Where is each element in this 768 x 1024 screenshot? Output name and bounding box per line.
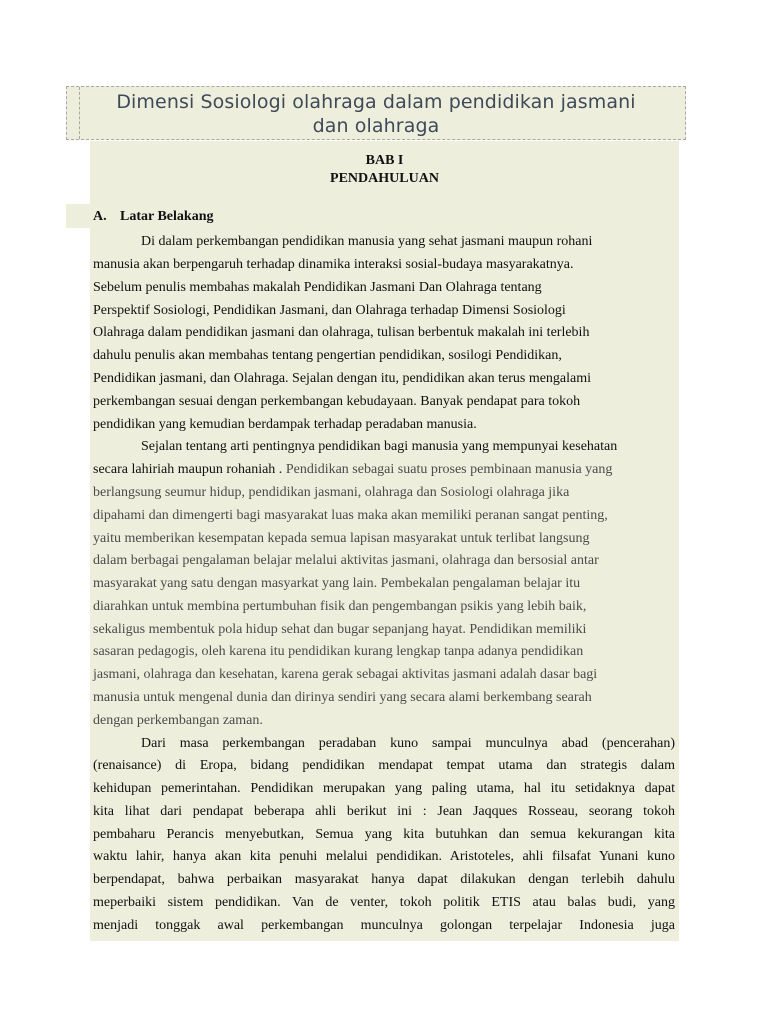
line-segment: secara lahiriah maupun rohaniah . [93,462,286,477]
paragraph-line: sekaligus membentuk pola hidup sehat dan bugar sepanjang hayat. Pendidikan memiliki [93,622,587,637]
title-line-2: dan olahraga [312,115,440,137]
paragraph-line: berpendapat, bahwa perbaikan masyarakat hanya dapat dilakukan dengan terlebih dahulu [93,872,675,887]
section-heading-background [66,204,91,228]
paragraph-line: Sejalan tentang arti pentingnya pendidikan bagi manusia yang mempunyai kesehatan [141,439,618,454]
paragraph-line: dipahami dan dimengerti bagi masyarakat luas maka akan memiliki peranan sangat penting, [93,508,608,523]
paragraph-line: Pendidikan jasmani, dan Olahraga. Sejalan dengan itu, pendidikan akan terus mengalami [93,371,592,386]
paragraph-line: jasmani, olahraga dan kesehatan, karena gerak sebagai aktivitas jasmani adalah dasar bagi [93,667,598,682]
section-heading [93,209,213,225]
paragraph-line: kehidupan pemerintahan. Pendidikan merupakan yang paling utama, hal itu setidaknya dapat [93,781,675,796]
title-box [66,86,686,140]
paragraph-line: manusia untuk mengenal dunia dan dirinya sendiri yang secara alami berkembang searah [93,690,592,705]
paragraph-line: waktu lahir, hanya akan kita penuhi melalui pendidikan. Aristoteles, ahli filsafat Yunani kuno [93,849,675,864]
paragraph-line: (renaisance) di Eropa, bidang pendidikan mendapat tempat utama dan strategis dalam [93,758,675,773]
paragraph-line: perkembangan sesuai dengan perkembangan kebudayaan. Banyak pendapat para tokoh [93,394,581,409]
paragraph-line: pendidikan yang kemudian berdampak terhadap peradaban manusia. [93,417,477,432]
paragraph-line: berlangsung seumur hidup, pendidikan jasmani, olahraga dan Sosiologi olahraga jika [93,485,570,500]
paragraph-line: Sebelum penulis membahas makalah Pendidikan Jasmani Dan Olahraga tentang [93,280,542,295]
paragraph-line: Olahraga dalam pendidikan jasmani dan olahraga, tulisan berbentuk makalah ini terlebih [93,325,590,340]
paragraph-line: Perspektif Sosiologi, Pendidikan Jasmani, dan Olahraga terhadap Dimensi Sosiologi [93,303,566,318]
paragraph-line: dengan perkembangan zaman. [93,713,263,728]
paragraph-line: menjadi tonggak awal perkembangan munculnya golongan terpelajar Indonesia juga [93,918,675,933]
chapter-name: PENDAHULUAN [330,171,439,186]
paragraph-line: kita lihat dari pendapat beberapa ahli berikut ini : Jean Jaqques Rosseau, seorang tokoh [93,804,675,819]
paragraph-line: Di dalam perkembangan pendidikan manusia yang sehat jasmani maupun rohani [141,234,593,249]
paragraph-line: yaitu memberikan kesempatan kepada semua lapisan masyarakat untuk terlibat langsung [93,531,590,546]
paragraph-line: diarahkan untuk membina pertumbuhan fisik dan pengembangan psikis yang lebih baik, [93,599,587,614]
title-line-1: Dimensi Sosiologi olahraga dalam pendidikan jasmani [116,91,636,113]
paragraph-line: dahulu penulis akan membahas tentang pengertian pendidikan, sosilogi Pendidikan, [93,348,562,363]
paragraph-line: sasaran pedagogis, oleh karena itu pendidikan kurang lengkap tanpa adanya pendidikan [93,644,584,659]
paragraph-line: manusia akan berpengaruh terhadap dinamika interaksi sosial-budaya masyarakatnya. [93,257,574,272]
paragraph-line: dalam berbagai pengalaman belajar melalui aktivitas jasmani, olahraga dan bersosial antar [93,553,599,568]
document-title [67,90,685,138]
chapter-number: BAB I [365,153,404,168]
paragraph-line: pembaharu Perancis menyebutkan, Semua yang kita butuhkan dan semua kekurangan kita [93,827,675,842]
paragraph-line: masyarakat yang satu dengan masyarkat yang lain. Pembekalan pengalaman belajar itu [93,576,581,591]
line-segment: Pendidikan sebagai suatu proses pembinaan manusia yang [285,462,613,477]
paragraph-line: meperbaiki sistem pendidikan. Van de venter, tokoh politik ETIS atau balas budi, yang [93,895,675,910]
section-title: Latar Belakang [120,209,214,224]
paragraph-line [93,461,612,479]
section-number: A. [93,209,107,224]
paragraph-line: Dari masa perkembangan peradaban kuno sampai munculnya abad (pencerahan) [141,736,675,751]
